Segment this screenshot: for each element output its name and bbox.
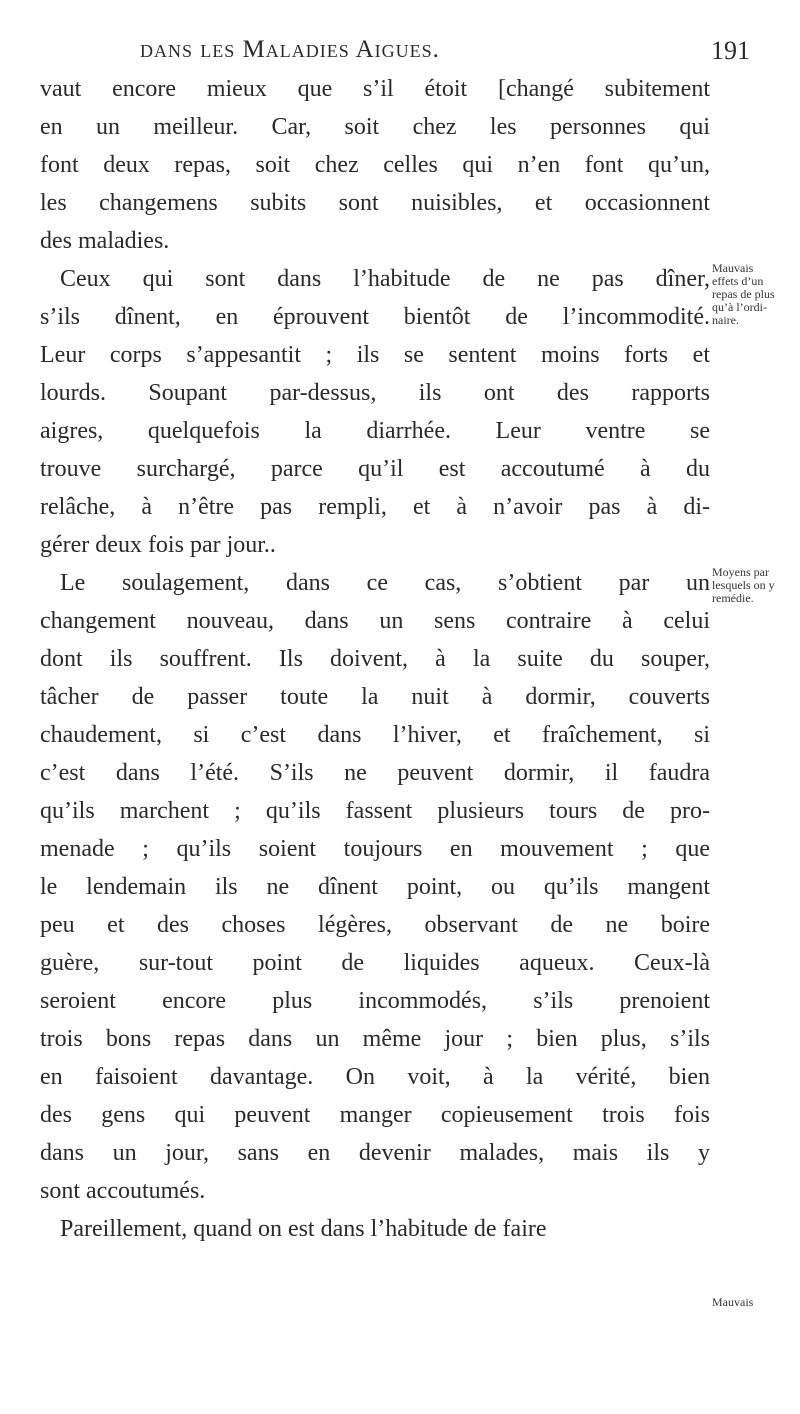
margin-note-line: Moyens par — [712, 565, 769, 579]
text-line: trois bons repas dans un même jour ; bien plus, s’ils — [40, 1026, 710, 1052]
text-line: dans un jour, sans en devenir malades, mais ils y — [40, 1140, 710, 1166]
text-line: c’est dans l’été. S’ils ne peuvent dormir, il faudra — [40, 760, 710, 786]
body-text — [40, 70, 710, 1248]
running-title: dans les Maladies Aigues. — [140, 36, 440, 63]
text-line: les changemens subits sont nuisibles, et occasionnent — [40, 190, 710, 216]
margin-note-line: Mauvais — [712, 1295, 754, 1309]
text-line: s’ils dînent, en éprouvent bientôt de l’incommodité. — [40, 304, 710, 330]
text-line: sont accoutumés. — [40, 1178, 206, 1204]
margin-note-line: lesquels on y — [712, 578, 775, 592]
text-line: menade ; qu’ils soient toujours en mouvement ; que — [40, 836, 710, 862]
text-line: des gens qui peuvent manger copieusement trois fois — [40, 1102, 710, 1128]
text-line: gérer deux fois par jour.. — [40, 532, 276, 558]
page-number: 191 — [711, 36, 750, 65]
text-line: changement nouveau, dans un sens contraire à celui — [40, 608, 710, 634]
text-line: trouve surchargé, parce qu’il est accoutumé à du — [40, 456, 710, 482]
margin-note-catchword — [712, 1296, 798, 1309]
text-line: des maladies. — [40, 228, 170, 254]
text-line: guère, sur-tout point de liquides aqueux. Ceux-là — [40, 950, 710, 976]
text-line: Leur corps s’appesantit ; ils se sentent moins forts et — [40, 342, 710, 368]
text-line: Pareillement, quand on est dans l’habitude de faire — [60, 1216, 547, 1242]
margin-note-line: remédie. — [712, 591, 754, 605]
text-line: le lendemain ils ne dînent point, ou qu’ils mangent — [40, 874, 710, 900]
margin-note-remedies — [712, 566, 798, 605]
text-line: seroient encore plus incommodés, s’ils prenoient — [40, 988, 710, 1014]
margin-note-line: effets d’un — [712, 274, 764, 288]
text-line: dont ils souffrent. Ils doivent, à la suite du souper, — [40, 646, 710, 672]
text-line: relâche, à n’être pas rempli, et à n’avoir pas à di- — [40, 494, 710, 520]
margin-note-line: qu’à l’ordi- — [712, 300, 767, 314]
text-line: tâcher de passer toute la nuit à dormir, couverts — [40, 684, 710, 710]
text-line: en faisoient davantage. On voit, à la vérité, bien — [40, 1064, 710, 1090]
margin-note-line: Mauvais — [712, 261, 754, 275]
text-line: vaut encore mieux que s’il étoit [changé subitement — [40, 76, 710, 102]
text-line: chaudement, si c’est dans l’hiver, et fraîchement, si — [40, 722, 710, 748]
text-line: font deux repas, soit chez celles qui n’en font qu’un, — [40, 152, 710, 178]
text-line: lourds. Soupant par-dessus, ils ont des rapports — [40, 380, 710, 406]
text-line: aigres, quelquefois la diarrhée. Leur ventre se — [40, 418, 710, 444]
text-line: en un meilleur. Car, soit chez les personnes qui — [40, 114, 710, 140]
text-line: qu’ils marchent ; qu’ils fassent plusieurs tours de pro- — [40, 798, 710, 824]
margin-note-line: naire. — [712, 313, 739, 327]
margin-note-line: repas de plus — [712, 287, 775, 301]
text-line: Ceux qui sont dans l’habitude de ne pas dîner, — [60, 266, 710, 292]
text-line: Le soulagement, dans ce cas, s’obtient par un — [60, 570, 710, 596]
margin-note-bad-effects — [712, 262, 798, 327]
text-line: peu et des choses légères, observant de ne boire — [40, 912, 710, 938]
